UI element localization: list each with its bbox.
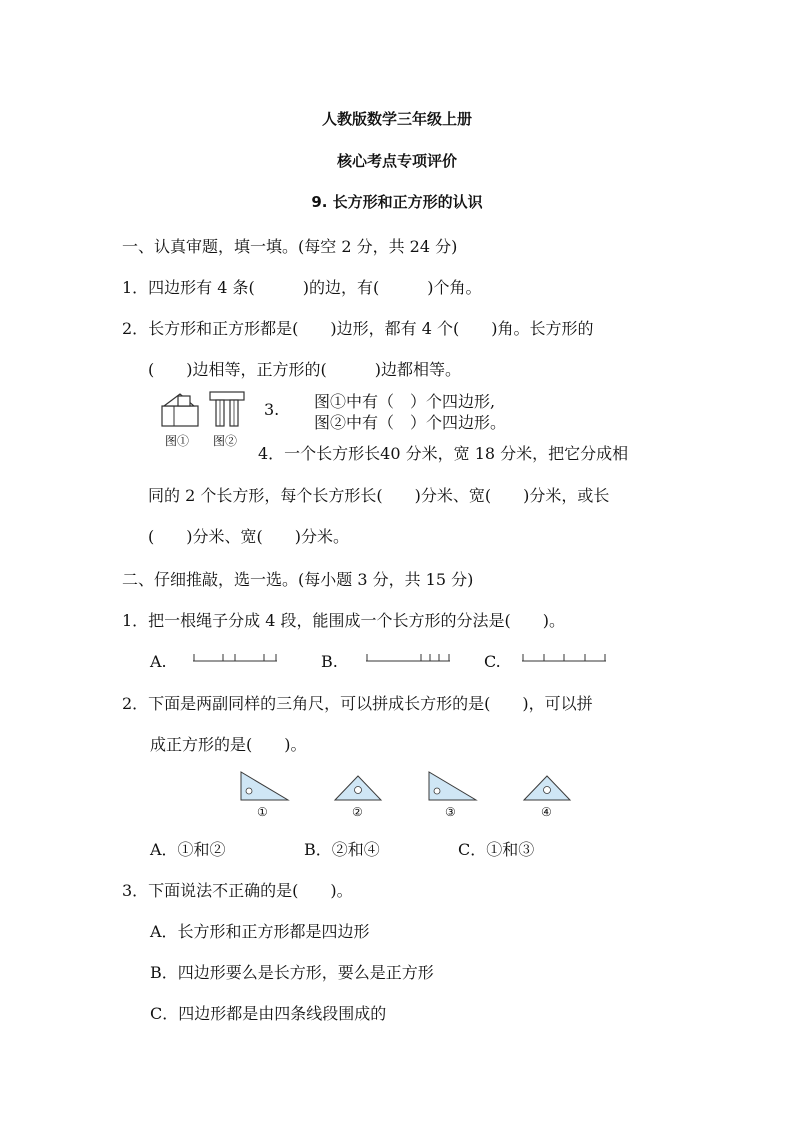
- figure-1-house-shape: [160, 390, 202, 430]
- s1-question-4-line3: ( )分米、宽( )分米。: [148, 527, 349, 546]
- s2-q2-option-b: B．②和④: [304, 840, 380, 859]
- figure-2-gate-shape: [208, 390, 250, 430]
- s2-q1-option-c-label: C.: [484, 652, 501, 671]
- figure-1-label: 图①: [165, 434, 190, 448]
- s2-q1-option-a-label: A.: [150, 652, 167, 671]
- triangle-ruler-4: [523, 774, 573, 802]
- s1-question-2-line2: ( )边相等，正方形的( )边都相等。: [148, 360, 461, 379]
- s2-q3-option-b: B．四边形要么是长方形，要么是正方形: [150, 963, 434, 982]
- rope-division-a: [193, 652, 281, 662]
- triangle-label-3: ③: [445, 805, 456, 819]
- s1-question-4-line1: 4．一个长方形长40 分米，宽 18 分米，把它分成相: [258, 444, 629, 463]
- header-title-line1: 人教版数学三年级上册: [321, 110, 472, 128]
- s2-question-2-line2: 成正方形的是( )。: [150, 735, 307, 754]
- rope-division-c: [522, 652, 610, 662]
- rope-division-b: [366, 652, 454, 662]
- s2-q3-option-c: C．四边形都是由四条线段围成的: [150, 1004, 387, 1023]
- s1-question-3-line2: 图②中有（ ）个四边形。: [314, 413, 507, 432]
- s1-question-3-line1: 图①中有（ ）个四边形,: [314, 392, 496, 411]
- triangle-label-1: ①: [257, 805, 268, 819]
- triangle-ruler-3: [428, 771, 478, 803]
- s2-q2-option-a: A．①和②: [150, 840, 226, 859]
- triangle-label-4: ④: [541, 805, 552, 819]
- header-title-line3: 9. 长方形和正方形的认识: [311, 193, 483, 211]
- s1-question-2-line1: 2．长方形和正方形都是( )边形，都有 4 个( )角。长方形的: [122, 319, 594, 338]
- triangle-ruler-2: [334, 774, 384, 802]
- triangle-ruler-1: [240, 771, 290, 803]
- section1-heading: 一、认真审题，填一填。(每空 2 分，共 24 分): [122, 237, 458, 256]
- header-title-line2: 核心考点专项评价: [336, 152, 457, 170]
- section2-heading: 二、仔细推敲，选一选。(每小题 3 分，共 15 分): [122, 570, 474, 589]
- s2-question-3: 3．下面说法不正确的是( )。: [122, 881, 353, 900]
- s2-q1-option-b-label: B.: [321, 652, 338, 671]
- figure-2-label: 图②: [213, 434, 238, 448]
- s2-question-1: 1．把一根绳子分成 4 段，能围成一个长方形的分法是( )。: [122, 611, 566, 630]
- s2-question-2-line1: 2．下面是两副同样的三角尺，可以拼成长方形的是( )，可以拼: [122, 694, 593, 713]
- triangle-label-2: ②: [352, 805, 363, 819]
- s1-question-1: 1．四边形有 4 条( )的边，有( )个角。: [122, 278, 482, 297]
- s2-q3-option-a: A．长方形和正方形都是四边形: [150, 922, 370, 941]
- s1-question-4-line2: 同的 2 个长方形，每个长方形长( )分米、宽( )分米，或长: [148, 486, 610, 505]
- s2-q2-option-c: C．①和③: [458, 840, 535, 859]
- s1-question-3-number: 3.: [264, 400, 280, 419]
